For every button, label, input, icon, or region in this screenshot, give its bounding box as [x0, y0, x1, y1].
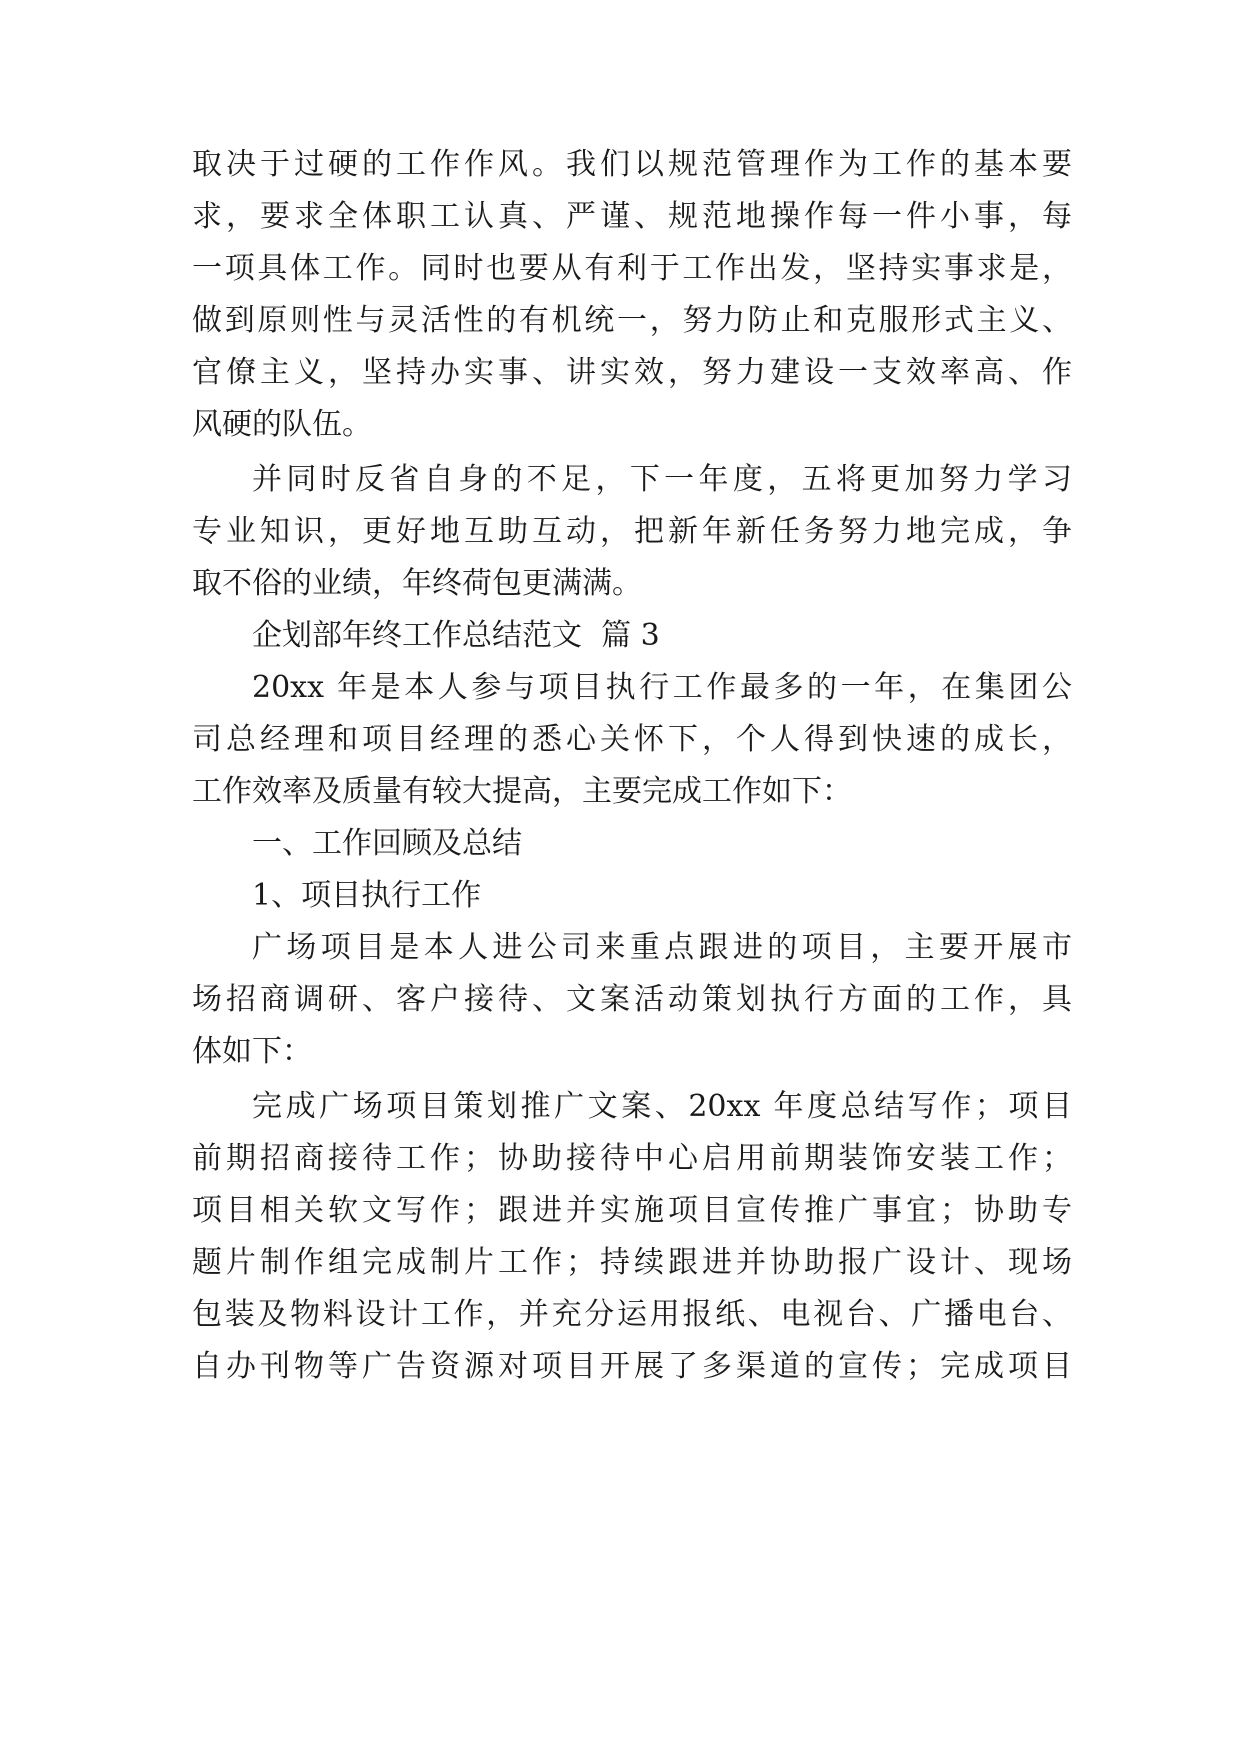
text-line: 求，要求全体职工认真、严谨、规范地操作每一件小事，每: [192, 199, 1072, 234]
text-line: 取不俗的业绩，年终荷包更满满。: [192, 566, 642, 601]
text-line: 题片制作组完成制片工作；持续跟进并协助报广设计、现场: [192, 1245, 1072, 1280]
text-line: 并同时反省自身的不足，下一年度，五将更加努力学习: [252, 462, 1072, 497]
section-heading: 企划部年终工作总结范文 篇 3: [252, 618, 660, 653]
text-line: 自办刊物等广告资源对项目开展了多渠道的宣传；完成项目: [192, 1349, 1072, 1384]
text-line: 专业知识，更好地互助互动，把新年新任务努力地完成，争: [192, 514, 1072, 549]
text-line: 完成广场项目策划推广文案、20xx 年度总结写作；项目: [252, 1089, 1072, 1124]
text-line: 风硬的队伍。: [192, 407, 372, 442]
text-line: 取决于过硬的工作作风。我们以规范管理作为工作的基本要: [192, 147, 1072, 182]
text-line: 司总经理和项目经理的悉心关怀下，个人得到快速的成长，: [192, 722, 1072, 757]
text-line: 一项具体工作。同时也要从有利于工作出发，坚持实事求是，: [192, 251, 1072, 286]
text-line: 前期招商接待工作；协助接待中心启用前期装饰安装工作；: [192, 1141, 1072, 1176]
subsection-heading: 1、项目执行工作: [252, 878, 482, 913]
text-line: 广场项目是本人进公司来重点跟进的项目，主要开展市: [252, 930, 1072, 965]
text-line: 体如下：: [192, 1034, 312, 1069]
text-line: 场招商调研、客户接待、文案活动策划执行方面的工作，具: [192, 982, 1072, 1017]
text-line: 做到原则性与灵活性的有机统一，努力防止和克服形式主义、: [192, 303, 1072, 338]
text-line: 项目相关软文写作；跟进并实施项目宣传推广事宜；协助专: [192, 1193, 1072, 1228]
subsection-heading: 一、工作回顾及总结: [252, 826, 522, 861]
text-line: 20xx 年是本人参与项目执行工作最多的一年，在集团公: [252, 670, 1072, 705]
text-line: 工作效率及质量有较大提高，主要完成工作如下：: [192, 774, 852, 809]
text-line: 官僚主义，坚持办实事、讲实效，努力建设一支效率高、作: [192, 355, 1072, 390]
text-line: 包装及物料设计工作，并充分运用报纸、电视台、广播电台、: [192, 1297, 1072, 1332]
